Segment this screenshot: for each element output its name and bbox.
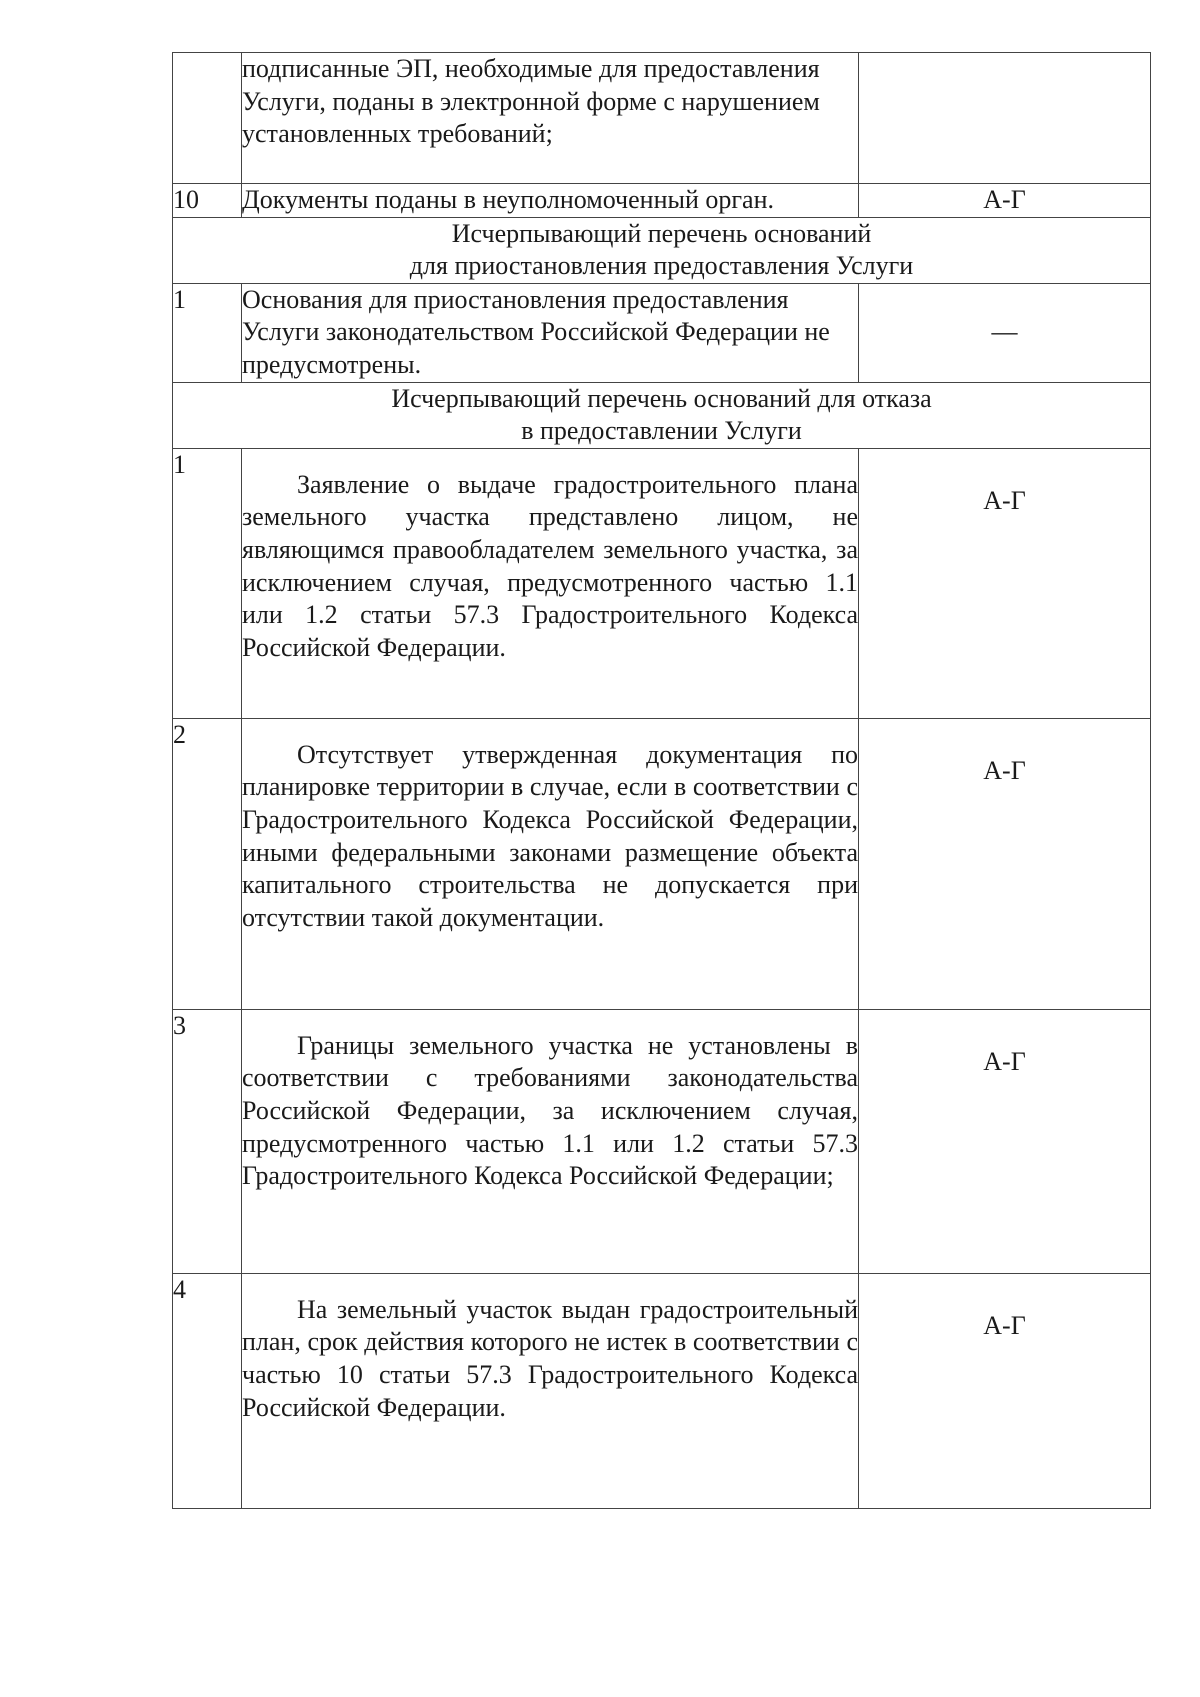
row-number-cell: 3 [173, 1009, 242, 1273]
row-text: Границы земельного участка не установлены в соответствии с требованиями законодательства Российской Федерации, за исключением случая, предусмотренного частью 1.1 или 1.2 статьи 57.3 Градостроительного Кодекса Российской Федерации; [242, 1030, 858, 1191]
row-code-cell [859, 448, 1151, 718]
row-text-cell [242, 53, 859, 184]
section-header-line: Исчерпывающий перечень оснований для отказа [391, 383, 932, 413]
table-row [173, 283, 1151, 382]
row-number-cell: 2 [173, 718, 242, 1009]
row-text: Отсутствует утвержденная документация по планировке территории в случае, если в соответствии с Градостроительного Кодекса Российской Федерации, иными федеральными законами размещение объекта капитального строительства не допускается при отсутствии такой документации. [242, 739, 858, 932]
table-row [173, 1009, 1151, 1273]
row-text: подписанные ЭП, необходимые для предоставления Услуги, поданы в электронной форме с нарушением установленных требований; [242, 54, 820, 149]
table-row [173, 184, 1151, 218]
row-text-cell [242, 184, 859, 218]
table-row [173, 718, 1151, 1009]
row-text-cell [242, 1273, 859, 1508]
section-header-line: в предоставлении Услуги [521, 416, 802, 446]
row-text-cell [242, 718, 859, 1009]
row-text-cell [242, 283, 859, 382]
row-text-cell [242, 1009, 859, 1273]
row-number-cell: 1 [173, 448, 242, 718]
row-number-cell: 10 [173, 184, 242, 218]
section-header-suspension [173, 217, 1151, 283]
row-code: А-Г [983, 1310, 1026, 1340]
row-code-cell [859, 1273, 1151, 1508]
section-header-line: для приостановления предоставления Услуги [409, 251, 914, 281]
row-text: Основания для приостановления предоставления Услуги законодательством Российской Федерации не предусмотрены. [242, 284, 830, 379]
row-code: А-Г [983, 1046, 1026, 1076]
row-code: А-Г [983, 755, 1026, 785]
row-number-cell [173, 53, 242, 184]
row-code: А-Г [983, 485, 1026, 515]
section-header-line: Исчерпывающий перечень оснований [451, 218, 872, 248]
row-text: Заявление о выдаче градостроительного плана земельного участка представлено лицом, не являющимся правообладателем земельного участка, за исключением случая, предусмотренного частью 1.1 или 1.2 статьи 57.3 Градостроительного Кодекса Российской Федерации. [242, 469, 858, 662]
grounds-table [172, 52, 1151, 1509]
row-code-cell [859, 718, 1151, 1009]
table-row [173, 448, 1151, 718]
section-header-refusal [173, 382, 1151, 448]
row-code-cell: — [859, 283, 1151, 382]
row-code-cell: А-Г [859, 184, 1151, 218]
row-code-cell [859, 53, 1151, 184]
row-number-cell: 4 [173, 1273, 242, 1508]
row-number-cell: 1 [173, 283, 242, 382]
section-header-row [173, 382, 1151, 448]
row-text-cell [242, 448, 859, 718]
row-text: Документы поданы в неуполномоченный орган. [242, 185, 774, 214]
row-text: На земельный участок выдан градостроительный план, срок действия которого не истек в соответствии с частью 10 статьи 57.3 Градостроительного Кодекса Российской Федерации. [242, 1294, 858, 1422]
section-header-row [173, 217, 1151, 283]
row-code-cell [859, 1009, 1151, 1273]
table-row [173, 53, 1151, 184]
table-row [173, 1273, 1151, 1508]
